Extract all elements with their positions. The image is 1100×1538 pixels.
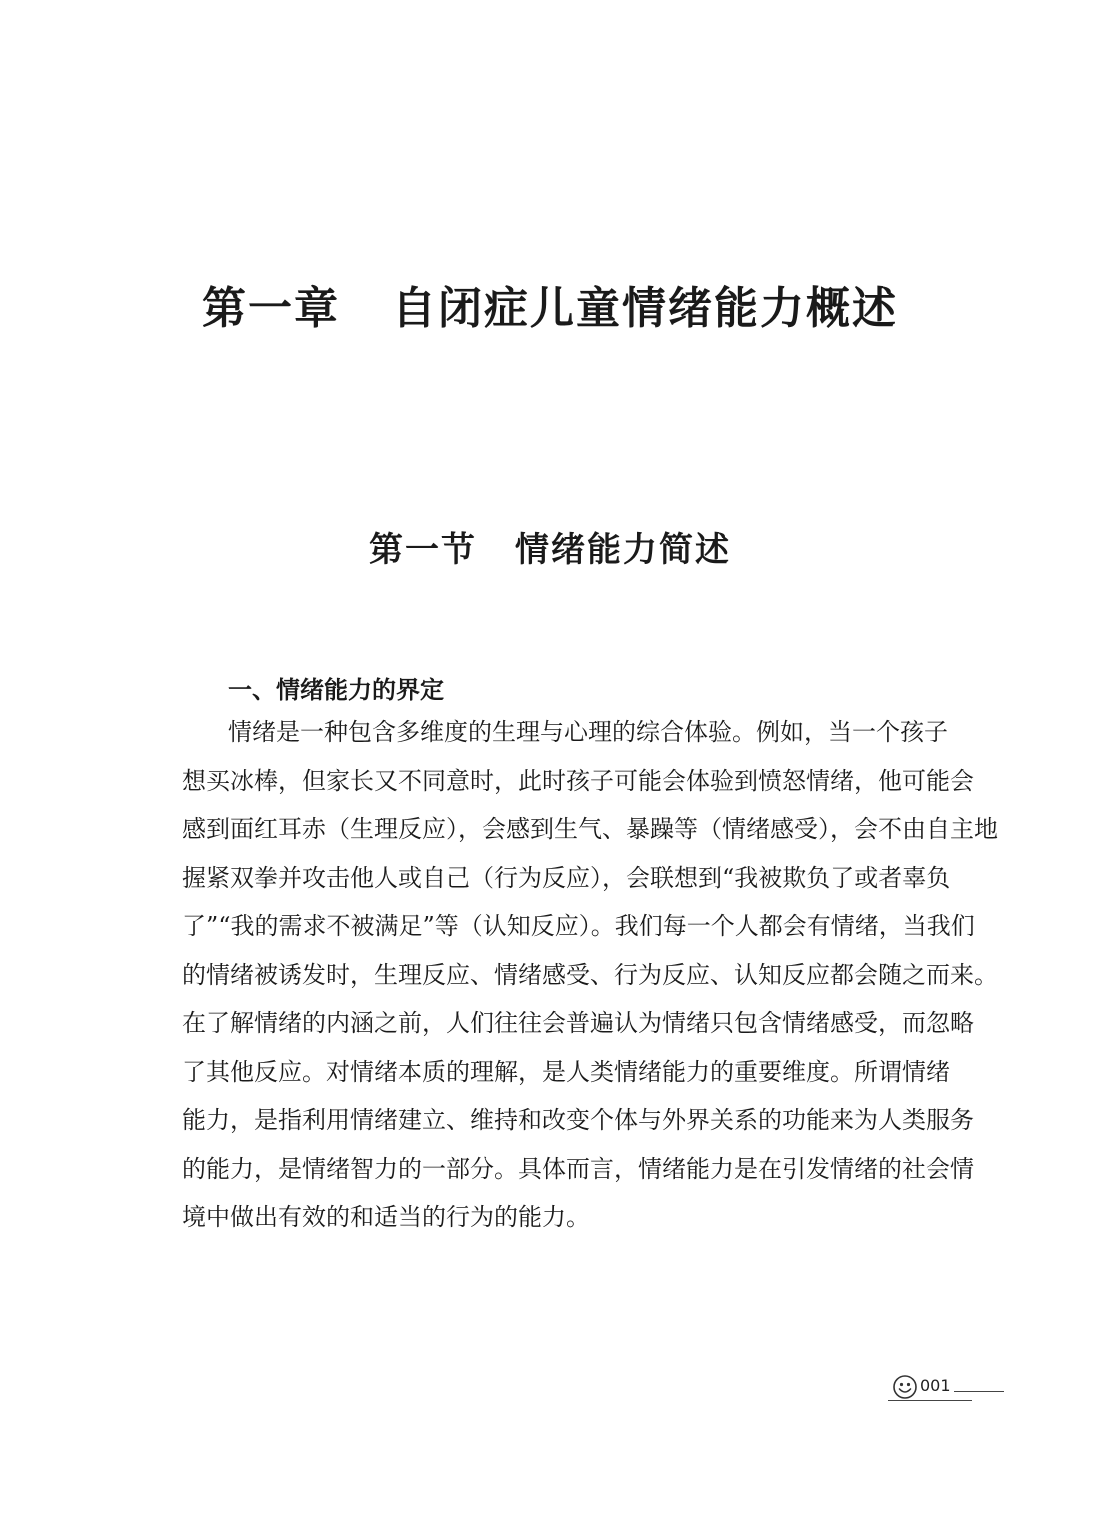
subsection-heading: 一、情绪能力的界定 [228, 675, 444, 704]
footer-underline [888, 1400, 972, 1401]
paragraph-line: 的情绪被诱发时，生理反应、情绪感受、行为反应、认知反应都会随之而来。 [182, 960, 998, 989]
chapter-title [0, 277, 1100, 341]
chapter-number-label: 第一章 [202, 283, 340, 335]
page-number: 001 [920, 1376, 951, 1395]
body-paragraph [182, 708, 998, 1242]
paragraph-line: 在了解情绪的内涵之前，人们往往会普遍认为情绪只包含情绪感受，而忽略 [182, 1009, 974, 1037]
paragraph-line: 了其他反应。对情绪本质的理解，是人类情绪能力的重要维度。所谓情绪 [182, 1057, 950, 1086]
chapter-title-text: 自闭症儿童情绪能力概述 [392, 283, 898, 335]
section-title-text: 情绪能力简述 [515, 530, 731, 571]
paragraph-line: 了”“我的需求不被满足”等（认知反应）。我们每一个人都会有情绪，当我们 [182, 912, 975, 940]
paragraph-line: 握紧双拳并攻击他人或自己（行为反应），会联想到“我被欺负了或者辜负 [182, 863, 951, 892]
paragraph-line: 能力，是指利用情绪建立、维持和改变个体与外界关系的功能来为人类服务 [182, 1106, 974, 1134]
footer-rule [954, 1391, 1004, 1392]
paragraph-line: 境中做出有效的和适当的行为的能力。 [182, 1203, 590, 1231]
paragraph-line: 的能力，是情绪智力的一部分。具体而言，情绪能力是在引发情绪的社会情 [182, 1154, 974, 1183]
paragraph-line: 情绪是一种包含多维度的生理与心理的综合体验。例如，当一个孩子 [228, 718, 948, 746]
paragraph-line: 想买冰棒，但家长又不同意时，此时孩子可能会体验到愤怒情绪，他可能会 [182, 766, 974, 795]
smiley-face-icon [892, 1374, 918, 1400]
paragraph-line: 感到面红耳赤（生理反应），会感到生气、暴躁等（情绪感受），会不由自主地 [182, 815, 998, 843]
section-title [0, 524, 1100, 576]
page-footer [888, 1372, 1004, 1402]
section-number-label: 第一节 [369, 530, 477, 571]
